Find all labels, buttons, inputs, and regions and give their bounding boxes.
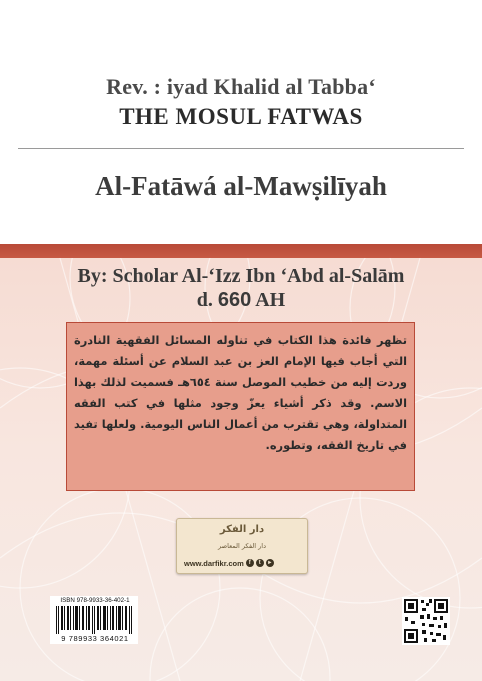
facebook-icon[interactable]: f xyxy=(246,559,254,567)
death-prefix: d. xyxy=(196,289,213,311)
divider-line xyxy=(18,148,464,149)
publisher-web-row xyxy=(184,557,274,569)
author-death-line xyxy=(0,289,482,312)
barcode-icon xyxy=(56,606,134,634)
transliterated-title: Al-Fatāwá al-Mawṣilīyah xyxy=(95,171,387,201)
description-text: تظهر فائدة هذا الكتاب في تناوله المسائل الفقهية النادرة التي أجاب فيها الإمام العز بن عبد السلام عن أسئلة مهمة، وردت إليه من خطيب الموصل سنة ٦٥٤هـ فسميت لذلك بهذا الاسم. وقد ذكر أشياء يعزّ وجود مثلها في كتب الفقه المتداولة، وهي تقترب من أعمال الناس اليومية. ولعلها تفيد في تاريخ الفقه، وتطوره. xyxy=(74,333,407,452)
publisher-website[interactable]: www.darfikr.com xyxy=(184,558,244,568)
accent-band xyxy=(0,244,482,258)
publisher-name: دار الفكر xyxy=(219,524,265,535)
isbn-label: ISBN 978-9933-36-402-1 xyxy=(60,597,130,604)
publisher-subtitle: دار الفكر المعاصر xyxy=(218,542,266,550)
youtube-icon[interactable]: ▸ xyxy=(266,559,274,567)
twitter-icon[interactable]: t xyxy=(256,559,264,567)
death-suffix: AH xyxy=(255,289,286,311)
author-by-line: By: Scholar Al-‘Izz Ibn ‘Abd al-Salām xyxy=(77,265,405,287)
english-title: THE MOSUL FATWAS xyxy=(119,104,363,129)
qr-code-icon[interactable] xyxy=(402,597,450,645)
barcode-number: 9 789933 364021 xyxy=(61,634,129,643)
death-year: 660 xyxy=(217,289,252,311)
editor-line: Rev. : iyad Khalid al Tabba‘ xyxy=(106,74,376,99)
